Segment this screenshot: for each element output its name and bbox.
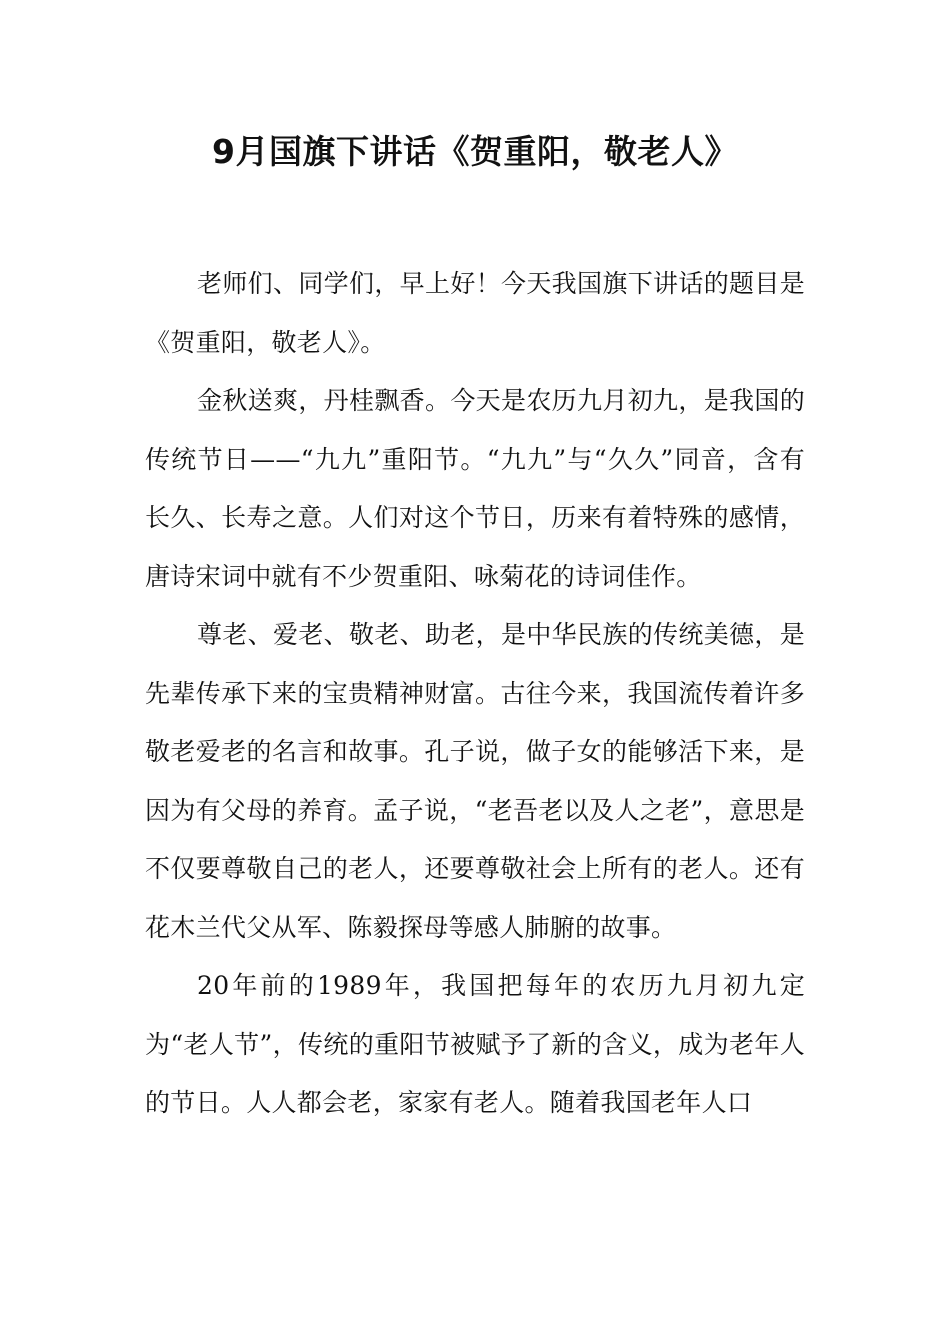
paragraph: 尊老、爱老、敬老、助老，是中华民族的传统美德，是先辈传承下来的宝贵精神财富。古往今来，我国流传着许多敬老爱老的名言和故事。孔子说，做子女的能够活下来，是因为有父母的养育。孟子说，“老吾老以及人之老”，意思是不仅要尊敬自己的老人，还要尊敬社会上所有的老人。还有花木兰代父从军、陈毅探母等感人肺腑的故事。 <box>145 620 805 942</box>
document-title: 9月国旗下讲话《贺重阳，敬老人》 <box>212 132 738 171</box>
paragraph: 20年前的1989年，我国把每年的农历九月初九定为“老人节”，传统的重阳节被赋予了新的含义，成为老年人的节日。人人都会老，家家有老人。随着我国老年人口 <box>145 971 805 1117</box>
document-body <box>145 255 805 1133</box>
paragraph: 金秋送爽，丹桂飘香。今天是农历九月初九，是我国的传统节日——“九九”重阳节。“九九”与“久久”同音，含有长久、长寿之意。人们对这个节日，历来有着特殊的感情，唐诗宋词中就有不少贺重阳、咏菊花的诗词佳作。 <box>145 386 805 591</box>
paragraph: 老师们、同学们，早上好！今天我国旗下讲话的题目是《贺重阳，敬老人》。 <box>145 269 805 357</box>
